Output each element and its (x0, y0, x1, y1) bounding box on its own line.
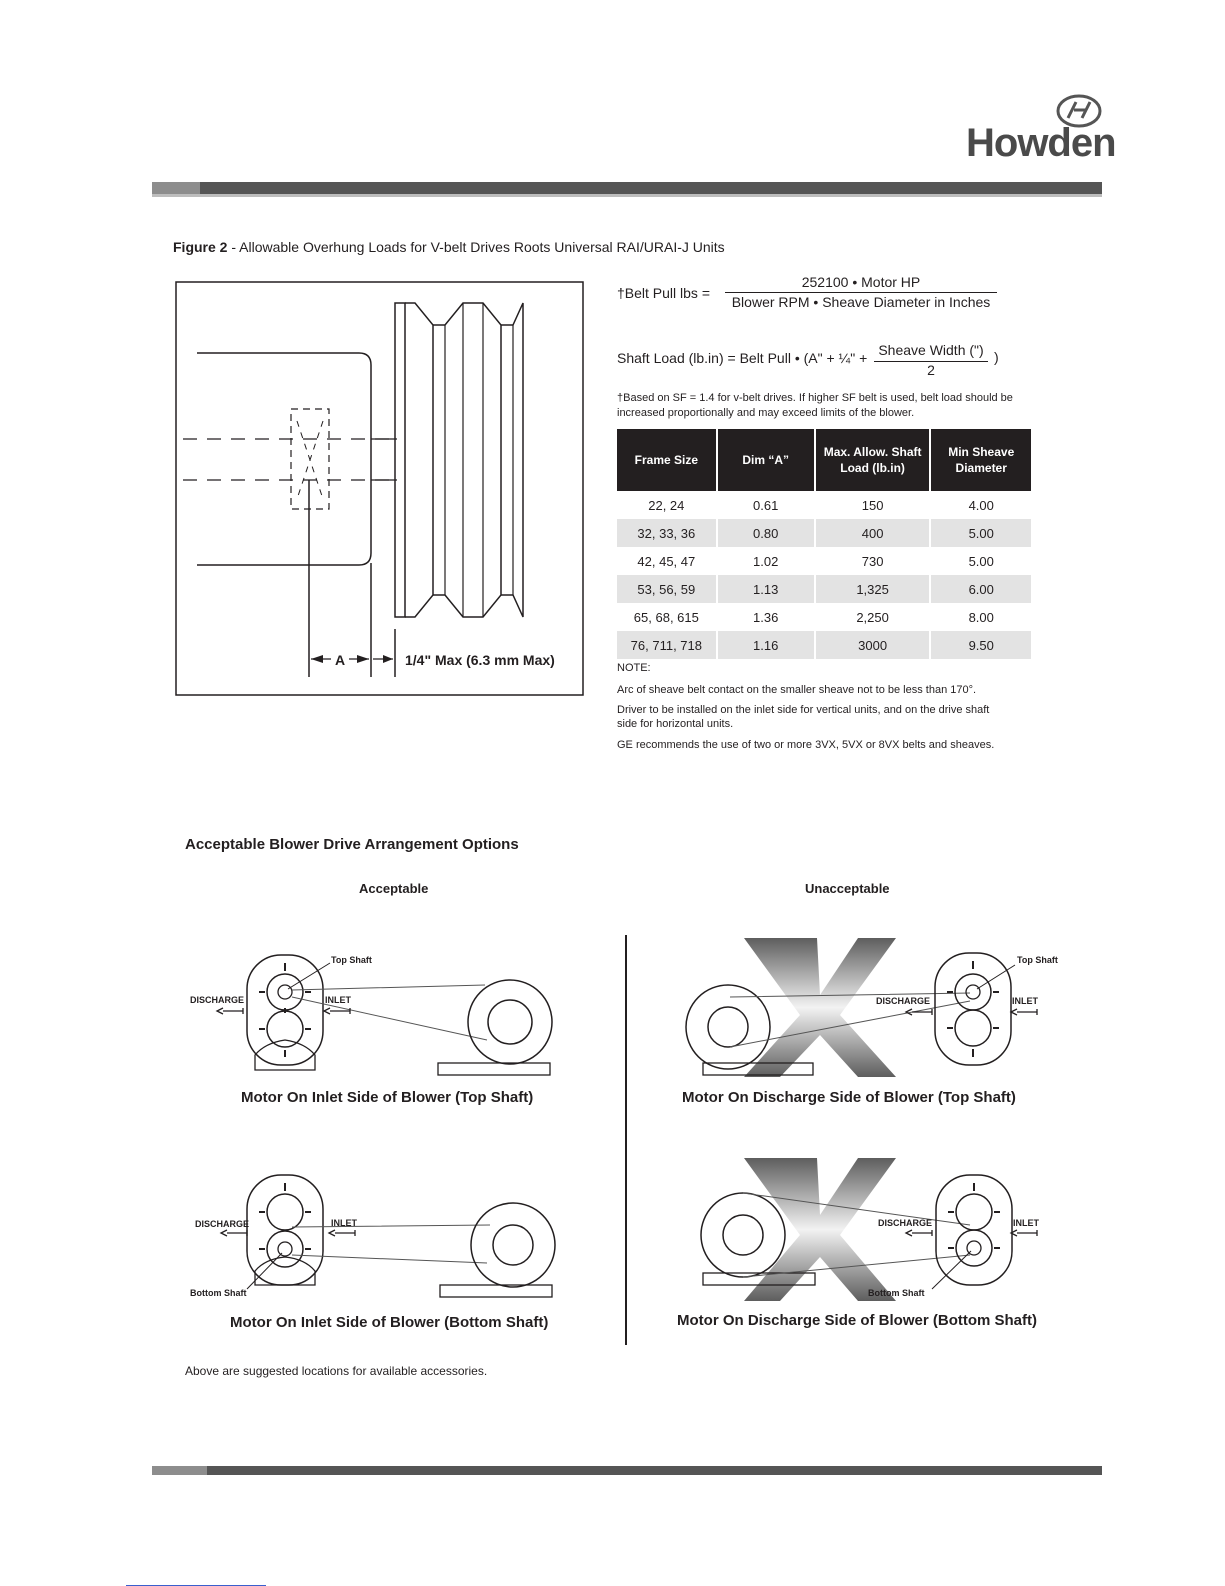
overhung-load-diagram (175, 281, 585, 697)
belt-pull-fraction-line (725, 292, 997, 293)
note-3: GE recommends the use of two or more 3VX, 5VX or 8VX belts and sheaves. (617, 739, 995, 751)
table-cell: 76, 711, 718 (617, 631, 717, 659)
inlet-label: INLET (331, 1218, 357, 1228)
max-clearance-label: 1/4" Max (6.3 mm Max) (405, 652, 555, 668)
table-cell: 730 (815, 547, 931, 575)
note-2a: Driver to be installed on the inlet side for vertical units, and on the drive shaft (617, 704, 990, 716)
belt-pull-numerator: 252100 • Motor HP (801, 274, 921, 290)
arrangements-title: Acceptable Blower Drive Arrangement Options (185, 836, 519, 853)
accessories-footnote: Above are suggested locations for available accessories. (185, 1364, 488, 1378)
top-shaft-label: Top Shaft (331, 955, 372, 965)
cross-mark-icon (744, 938, 896, 1077)
table-cell: 65, 68, 615 (633, 609, 699, 625)
shaft-load-lhs: Shaft Load (lb.in) = Belt Pull • (A" + ¼" + (617, 350, 868, 366)
caption-inlet-top-shaft: Motor On Inlet Side of Blower (Top Shaft) (241, 1089, 534, 1106)
table-cell: 32, 33, 36 (617, 519, 717, 547)
acceptable-bottom-shaft-illustration (185, 1165, 565, 1300)
table-cell: 1.02 (717, 547, 815, 575)
note-1: Arc of sheave belt contact on the smaller sheave not to be less than 170°. (617, 684, 977, 696)
bottom-shaft-label: Bottom Shaft (190, 1288, 247, 1298)
header-bar (152, 182, 1102, 194)
acceptable-heading: Acceptable (359, 881, 429, 896)
table-cell: 1.13 (717, 575, 815, 603)
howden-logo: Howden (966, 121, 1116, 165)
table-row (617, 603, 1031, 631)
table-cell: 42, 45, 47 (637, 553, 696, 569)
belt-pull-denominator: Blower RPM • Sheave Diameter in Inches (731, 294, 991, 310)
col-min-sheave-diameter: Min Sheave Diameter (930, 429, 1031, 491)
table-cell: 9.50 (930, 631, 1031, 659)
shaft-load-close: ) (994, 349, 999, 365)
table-cell: 4.00 (930, 491, 1031, 519)
caption-discharge-top-shaft: Motor On Discharge Side of Blower (Top Shaft) (682, 1089, 1016, 1106)
table-cell: 6.00 (930, 575, 1031, 603)
table-header-row (617, 429, 1031, 491)
table-cell: 22, 24 (648, 497, 685, 513)
column-divider (625, 935, 627, 1345)
table-cell: 1.16 (717, 631, 815, 659)
figure-title (173, 239, 725, 255)
table-row (617, 575, 1031, 603)
note-2b: side for horizontal units. (617, 718, 734, 730)
table-cell: 5.00 (930, 547, 1031, 575)
col-dim-a: Dim “A” (717, 429, 815, 491)
shaft-load-numerator: Sheave Width (") (878, 342, 984, 358)
caption-inlet-bottom-shaft: Motor On Inlet Side of Blower (Bottom Shaft) (230, 1314, 549, 1331)
frame-size-table (617, 429, 1031, 659)
table-row (617, 547, 1031, 575)
footer-bar (152, 1466, 1102, 1475)
inlet-label: INLET (1012, 996, 1038, 1006)
dagger-note-line-1: †Based on SF = 1.4 for v-belt drives. If higher SF belt is used, belt load should be (617, 392, 1013, 404)
table-cell: 3000 (815, 631, 931, 659)
cross-mark-icon (744, 1158, 896, 1301)
table-row (617, 491, 1031, 519)
belt-pull-lhs: †Belt Pull lbs = (617, 285, 710, 301)
table-cell: 1,325 (815, 575, 931, 603)
unacceptable-bottom-shaft-illustration (680, 1155, 1080, 1305)
discharge-label: DISCHARGE (195, 1219, 250, 1229)
inlet-label: INLET (325, 995, 351, 1005)
table-cell: 0.61 (717, 491, 815, 519)
discharge-label: DISCHARGE (876, 996, 931, 1006)
table-cell: 2,250 (815, 603, 931, 631)
table-row (617, 519, 1031, 547)
col-frame-size: Frame Size (617, 429, 717, 491)
discharge-label: DISCHARGE (190, 995, 245, 1005)
table-cell: 0.80 (717, 519, 815, 547)
table-cell: 53, 56, 59 (617, 575, 717, 603)
unacceptable-heading: Unacceptable (805, 881, 890, 896)
header-bar-underline (152, 194, 1102, 197)
col-max-shaft-load: Max. Allow. Shaft Load (lb.in) (815, 429, 931, 491)
acceptable-top-shaft-illustration (185, 945, 565, 1080)
dim-a-label: A (334, 652, 346, 668)
table-cell: 150 (815, 491, 931, 519)
table-cell: 400 (815, 519, 931, 547)
table-cell: 1.36 (717, 603, 815, 631)
note-label: NOTE: (617, 662, 651, 674)
dagger-note-line-2: increased proportionally and may exceed limits of the blower. (617, 407, 915, 419)
table-cell: 5.00 (930, 519, 1031, 547)
bottom-shaft-label: Bottom Shaft (868, 1288, 925, 1298)
discharge-label: DISCHARGE (878, 1218, 933, 1228)
caption-discharge-bottom-shaft: Motor On Discharge Side of Blower (Bottom Shaft) (677, 1312, 1038, 1329)
inlet-label: INLET (1013, 1218, 1039, 1228)
top-shaft-label: Top Shaft (1017, 955, 1058, 965)
table-cell: 8.00 (930, 603, 1031, 631)
table-row (617, 631, 1031, 659)
figure-label: Figure 2 (173, 239, 228, 255)
unacceptable-top-shaft-illustration (680, 935, 1080, 1080)
shaft-load-denominator: 2 (927, 362, 935, 378)
figure-title-text: - Allowable Overhung Loads for V-belt Drives Roots Universal RAI/URAI-J Units (227, 239, 725, 255)
